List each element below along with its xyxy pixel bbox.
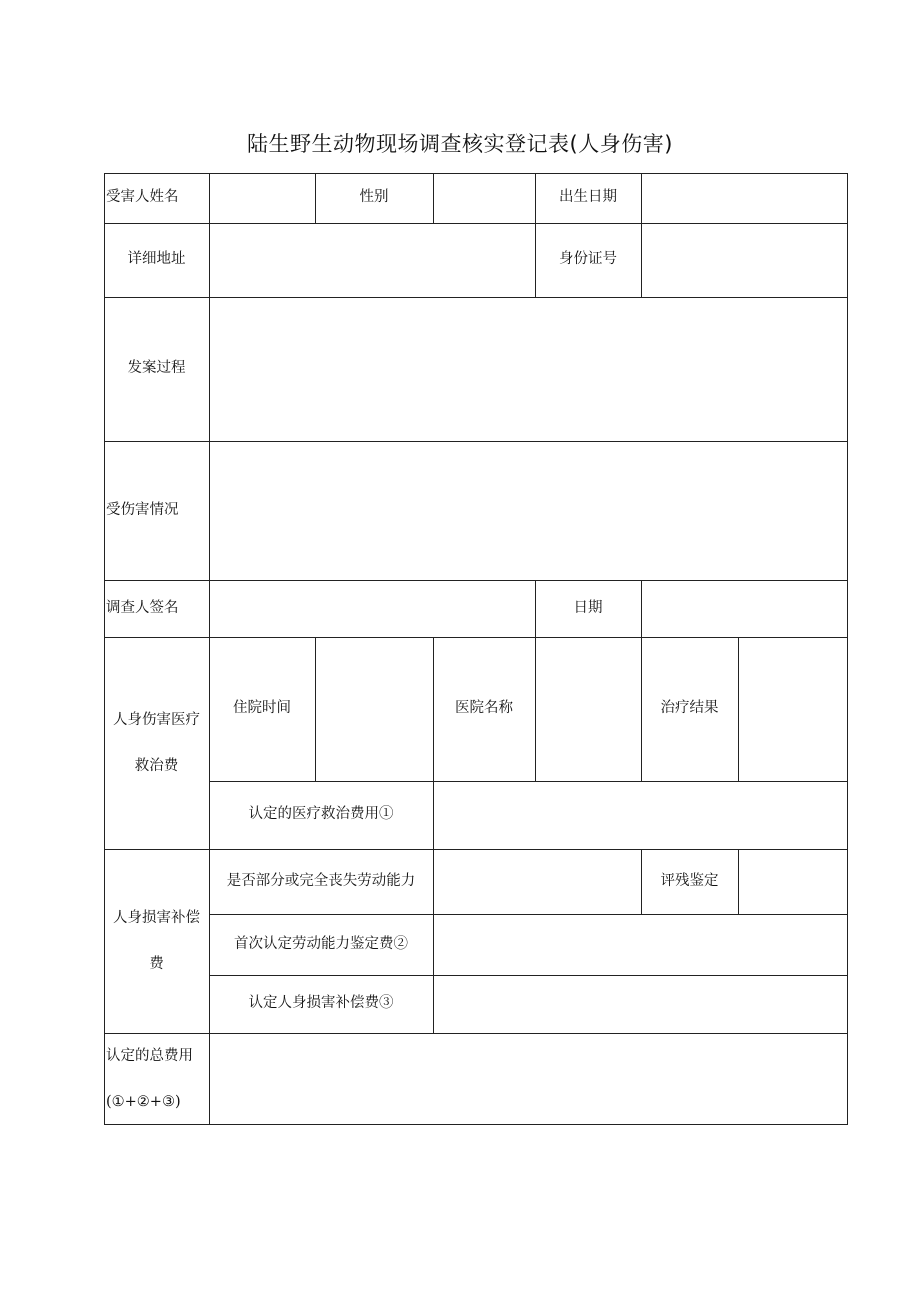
compensation-fee-label-line2: 费 [149, 956, 164, 972]
table-line [433, 781, 434, 849]
table-line [847, 173, 848, 1125]
investigator-signature-label: 调查人签名 [106, 599, 179, 616]
date-label: 日期 [573, 599, 603, 616]
table-line [738, 637, 739, 781]
table-line [104, 1124, 848, 1125]
table-line [104, 173, 848, 174]
table-line [104, 1033, 848, 1034]
total-fee-label-line2: (①+②+③) [106, 1093, 181, 1110]
form-title: 陆生野生动物现场调查核实登记表(人身伤害) [247, 132, 673, 156]
table-line [738, 849, 739, 914]
medical-fee-label [104, 637, 209, 849]
table-line [535, 637, 536, 781]
total-fee-label-line1: 认定的总费用 [106, 1047, 193, 1064]
table-line [104, 223, 848, 224]
table-line [641, 580, 642, 637]
confirmed-compensation-fee-label: 认定人身损害补偿费③ [248, 995, 394, 1012]
birth-date-label: 出生日期 [559, 189, 617, 206]
confirmed-medical-fee-label: 认定的医疗救治费用① [248, 806, 394, 823]
table-line [433, 173, 434, 223]
disability-assessment-label: 评残鉴定 [660, 872, 719, 889]
incident-process-label: 发案过程 [127, 360, 186, 377]
labor-loss-label: 是否部分或完全丧失劳动能力 [226, 872, 416, 889]
compensation-fee-label-line1: 人身损害补偿 [113, 910, 200, 926]
hospital-name-label: 医院名称 [455, 700, 513, 717]
table-line [315, 637, 316, 781]
compensation-fee-label [104, 849, 209, 1033]
table-line [104, 441, 848, 442]
table-line [433, 849, 434, 1033]
table-line [104, 297, 848, 298]
first-labor-assessment-fee-label: 首次认定劳动能力鉴定费② [234, 935, 408, 952]
medical-fee-label-line2: 救治费 [134, 758, 179, 774]
total-fee-label [104, 1033, 209, 1124]
gender-label: 性别 [359, 189, 389, 206]
table-line [641, 173, 642, 297]
injury-status-label: 受伤害情况 [106, 501, 179, 518]
treatment-result-label: 治疗结果 [660, 700, 719, 717]
table-line [104, 580, 848, 581]
address-label: 详细地址 [127, 251, 186, 268]
victim-name-label: 受害人姓名 [106, 189, 179, 206]
medical-fee-label-line1: 人身伤害医疗 [113, 712, 200, 728]
hospital-time-label: 住院时间 [233, 700, 291, 717]
id-number-label: 身份证号 [559, 251, 617, 268]
